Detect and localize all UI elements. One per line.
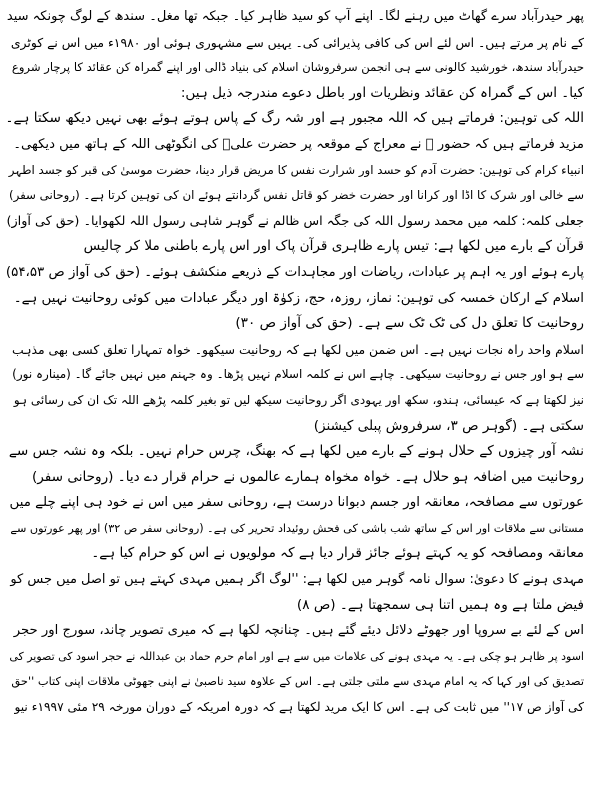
text-line: نیز لکھتا ہے کہ عیسائی، ہندو، سکھ اور یہودی اگر روحانیت سیکھ لیں تو بغیر کلمہ پڑھے اللہ تک ان کی رسائی ہو: [13, 392, 584, 407]
text-line: اسود پر ظاہر ہو چکی ہے۔ یہ مہدی ہونے کی علامات میں سے ہے اور امام حرم حماد بن عبداللہ نے حجر اسود کی تصویر کی: [9, 649, 584, 663]
text-line: سے خالی اور شرک کا اڈا اور کرانا اور حضرت خضر کو قاتل نفس گردانتے ہوئے ان کی توہین کرتا ہے۔ (روحانی سفر): [8, 188, 584, 203]
text-line: اس کے لئے بے سروپا اور جھوٹے دلائل دیئے گئے ہیں۔ چنانچہ لکھا ہے کہ میری تصویر چاند، سورج اور حجر: [13, 623, 584, 639]
text-line: مہدی ہونے کا دعویٰ: سوال نامہ گوہر میں لکھا ہے: ''لوگ اگر ہمیں مہدی کہتے ہیں تو اصل میں جس کو: [10, 572, 584, 588]
text-line: انبیاء کرام کی توہین: حضرت آدم کو حسد اور شرارت نفس کا مریض قرار دینا، حضرت موسیٰ کی قبر کو جسد اطہر: [8, 162, 584, 177]
text-line: سکتی ہے۔ (گوہر ص ۳، سرفروش پبلی کیشنز): [313, 417, 584, 434]
text-line: عورتوں سے مصافحہ، معانقہ اور جسم دبوانا درست ہے، روحانی سفر میں اس نے خود ہی اپنے چلے میں: [9, 495, 584, 511]
text-line: پھر حیدرآباد سرے گھاٹ میں رہنے لگا۔ اپنے آپ کو سید ظاہر کیا۔ جبکہ تھا مغل۔ سندھ کے لوگ چونکہ سید: [6, 9, 584, 24]
text-line: سے ہو اور جس نے روحانیت سیکھی۔ چاہے اس نے کلمہ اسلام نہیں پڑھا۔ وہ جہنم میں نہیں جائے گا۔ (مینارہ نور): [12, 367, 584, 382]
text-line: جعلی کلمہ: کلمہ میں محمد رسول اللہ کی جگہ اس ظالم نے گوہر شاہی رسول اللہ لکھوایا۔ (حق کی آواز): [6, 213, 584, 229]
text-line: روحانیت کا تعلق دل کی ٹک ٹک سے ہے۔ (حق کی آواز ص ۳۰): [235, 315, 584, 332]
text-line: مزید فرماتے ہیں کہ حضور ﷺ نے معراج کے موقعہ پر حضرت علیؓ کی انگوٹھی اللہ کے ہاتھ میں دیکھی۔: [13, 136, 584, 152]
text-line: معانقہ ومصافحہ کو یہ کہتے ہوئے جائز قرار دیا ہے کہ مولویوں نے اس کو حرام کیا ہے۔: [91, 545, 584, 562]
text-line: تصدیق کی اور کہا کہ یہ امام مہدی سے ملتی جلتی ہے۔ اس کے علاوہ سید ناصبیٰ نے اپنی جھوٹی ملاقات اپنی کتاب ''حق: [11, 674, 584, 689]
text-line: نشہ آور چیزوں کے حلال ہونے کے بارے میں لکھا ہے کہ بھنگ، چرس حرام نہیں۔ بلکہ وہ نشہ جس سے: [8, 443, 584, 460]
text-line: روحانیت میں اضافہ ہو حلال ہے۔ خواہ مخواہ ہمارے عالموں نے حرام قرار دے دیا۔ (روحانی سفر): [31, 468, 584, 485]
text-line: کیا۔ اس کے گمراہ کن عقائد ونظریات اور باطل دعوے مندرجہ ذیل ہیں:: [180, 84, 584, 101]
text-line: اللہ کی توہین: فرماتے ہیں کہ اللہ مجبور ہے اور شہ رگ کے پاس ہوتے ہوئے بھی نہیں دیکھ سکتا ہے۔: [6, 110, 584, 127]
text-line: حیدرآباد سندھ، خورشید کالونی سے ہی انجمن سرفروشان اسلام کی بنیاد ڈالی اور اپنے گمراہ کن عقائد کا پرچار شروع: [11, 60, 584, 75]
document-page: [6, 4, 584, 796]
text-line: فیض ملتا ہے وہ ہمیں اتنا ہی سمجھتا ہے۔ (ص ۸): [296, 596, 584, 613]
text-line: پارے ہوئے اور یہ اہم پر عبادات، ریاضات اور مجاہدات کے ذریعے منکشف ہوئے۔ (حق کی آواز ص ۵۴،۵۳): [6, 264, 584, 280]
text-line: اسلام کے ارکان خمسہ کی توہین: نماز، روزہ، حج، زکوٰۃ اور دیگر عبادات میں کوئی روحانیت نہیں ہے۔: [13, 290, 584, 306]
text-line: کی آواز ص ۱۷'' میں ثابت کی ہے۔ اس کا ایک مرید لکھتا ہے کہ دورہ امریکہ کے دوران مورخہ ۲۹ مئی ۱۹۹۷ء نیو: [14, 700, 584, 715]
text-line: قرآن کے بارے میں لکھا ہے: تیس پارے ظاہری قرآن پاک اور اس پارے باطنی ملا کر چالیس: [83, 238, 584, 255]
text-line: مستانی سے ملاقات اور اس کے ساتھ شب باشی کی فحش روئیداد تحریر کی ہے۔ (روحانی سفر ص ۳۲) اور پھر عورتوں سے: [10, 521, 584, 535]
text-line: کے نام پر مرتے ہیں۔ اس لئے اس کی کافی پذیرائی کی۔ یہیں سے مشہوری ہوئی اور ۱۹۸۰ء میں اس نے کوٹری: [10, 34, 584, 50]
text-line: اسلام واحد راہ نجات نہیں ہے۔ اس ضمن میں لکھا ہے کہ روحانیت سیکھو۔ خواہ تمہارا تعلق کسی بھی مذہب: [12, 341, 584, 357]
